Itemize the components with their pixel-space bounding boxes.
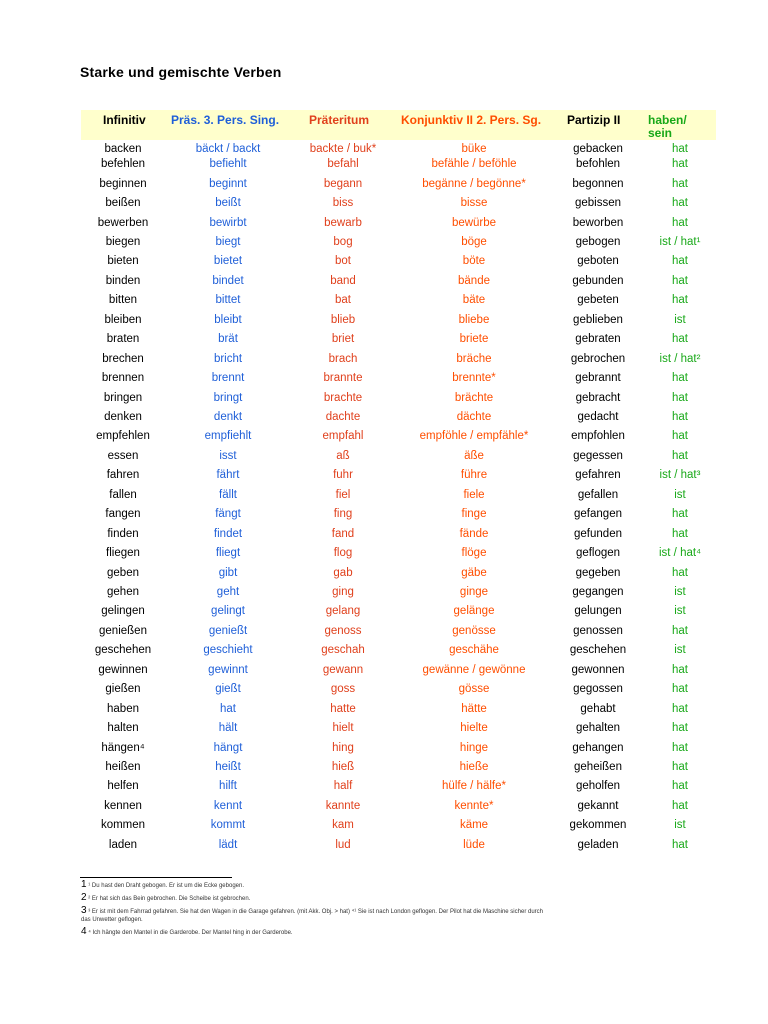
praeteritum-cell: hing [332,742,354,754]
table-row [81,389,721,408]
konjunktiv-cell: hinge [459,742,489,754]
table-row [81,661,721,680]
infinitiv-cell: brechen [102,353,144,365]
praesens-cell: bricht [213,353,243,365]
praeteritum-cell: empfahl [322,430,364,442]
partizip-cell: gegossen [573,683,623,695]
konjunktiv-cell: bräche [456,353,492,365]
infinitiv-cell: beginnen [99,178,147,190]
hilfsverb-cell: hat [672,683,688,695]
table-row [81,602,721,621]
infinitiv-cell: gewinnen [98,664,148,676]
praeteritum-cell: kam [332,819,354,831]
hilfsverb-cell: ist / hat³ [659,469,701,481]
partizip-cell: gefunden [574,528,622,540]
table-row [81,466,721,485]
footnote-1 [81,881,551,890]
hilfsverb-cell: hat [672,275,688,287]
infinitiv-cell: bitten [108,294,138,306]
infinitiv-cell: kennen [104,800,142,812]
partizip-cell: geheißen [574,761,622,773]
hilfsverb-cell: hat [672,197,688,209]
praesens-cell: fährt [216,469,240,481]
footnote-3 [81,907,551,924]
table-row [81,564,721,583]
hilfsverb-cell: hat [672,761,688,773]
praeteritum-cell: fiel [335,489,351,501]
hilfsverb-cell: hat [672,625,688,637]
table-row [81,505,721,524]
table-row [81,272,721,291]
hilfsverb-cell: hat [672,430,688,442]
partizip-cell: geflogen [575,547,621,559]
praeteritum-cell: bewarb [324,217,362,229]
praesens-cell: genießt [208,625,248,637]
partizip-cell: gekommen [569,819,627,831]
footnote-number: 2 [81,892,87,903]
table-row [81,758,721,777]
praeteritum-cell: hieß [331,761,355,773]
praeteritum-cell: ging [332,586,354,598]
praeteritum-cell: gelang [325,605,361,617]
partizip-cell: gegangen [572,586,624,598]
partizip-cell: gelungen [574,605,622,617]
partizip-cell: gefallen [577,489,619,501]
infinitiv-cell: fliegen [106,547,140,559]
hilfsverb-cell: hat [672,372,688,384]
table-row [81,447,721,466]
infinitiv-cell: genießen [99,625,147,637]
hilfsverb-cell: hat [672,411,688,423]
table-row [81,739,721,758]
praesens-cell: kommt [210,819,246,831]
praesens-cell: gewinnt [208,664,248,676]
partizip-cell: gebissen [574,197,622,209]
infinitiv-cell: essen [107,450,139,462]
praesens-cell: bäckt / backt [195,143,261,155]
praesens-cell: gießt [215,683,241,695]
praesens-cell: biegt [215,236,241,248]
footnote-divider [80,877,232,878]
konjunktiv-cell: hielte [460,722,488,734]
infinitiv-cell: brennen [101,372,145,384]
hilfsverb-cell: ist [674,586,686,598]
table-row [81,408,721,427]
hilfsverb-cell: ist [674,819,686,831]
header-konjunktiv: Konjunktiv II 2. Pers. Sg. [401,113,542,127]
table-row [81,719,721,738]
partizip-cell: genossen [573,625,623,637]
table-row [81,175,721,194]
infinitiv-cell: bewerben [97,217,149,229]
hilfsverb-cell: ist [674,489,686,501]
infinitiv-cell: fallen [109,489,137,501]
infinitiv-cell: empfehlen [96,430,150,442]
header-infinitiv: Infinitiv [103,113,146,127]
praeteritum-cell: hielt [332,722,354,734]
footnote-4 [81,928,551,937]
footnote-text: ² Er hat sich das Bein gebrochen. Die Scheibe ist gebrochen. [88,896,251,902]
table-row [81,214,721,233]
konjunktiv-cell: dächte [456,411,492,423]
praeteritum-cell: brach [328,353,358,365]
praeteritum-cell: biss [332,197,354,209]
praesens-cell: isst [219,450,237,462]
partizip-cell: gewonnen [571,664,625,676]
konjunktiv-cell: bände [458,275,490,287]
hilfsverb-cell: hat [672,178,688,190]
footnote-text: ³ Er ist mit dem Fahrrad gefahren. Sie hat den Wagen in die Garage gefahren. (mit Akk. Obj. > hat) ⁴¹ Sie ist nach London geflogen. Der Pilot hat die Maschine sicher durch das Unwetter geflogen. [81,909,543,923]
table-row [81,836,721,855]
infinitiv-cell: laden [108,839,138,851]
infinitiv-cell: fahren [106,469,140,481]
praeteritum-cell: begann [323,178,363,190]
praeteritum-cell: kannte [325,800,361,812]
table-header [81,110,716,140]
partizip-cell: gehangen [572,742,624,754]
footnote-2 [81,894,551,903]
footnote-number: 3 [81,905,87,916]
table-row [81,252,721,271]
footnote-number: 4 [81,926,87,937]
konjunktiv-cell: flöge [461,547,487,559]
konjunktiv-cell: kennte* [454,800,494,812]
partizip-cell: gebrochen [570,353,626,365]
infinitiv-cell: fangen [105,508,141,520]
infinitiv-cell: haben [107,703,139,715]
partizip-cell: gefangen [574,508,622,520]
konjunktiv-cell: bäte [462,294,486,306]
infinitiv-cell: gelingen [101,605,145,617]
table-row [81,525,721,544]
hilfsverb-cell: hat [672,255,688,267]
praeteritum-cell: fing [333,508,353,520]
hilfsverb-cell: hat [672,392,688,404]
praeteritum-cell: genoss [324,625,362,637]
infinitiv-cell: helfen [107,780,139,792]
hilfsverb-cell: hat [672,800,688,812]
praeteritum-cell: dachte [325,411,361,423]
partizip-cell: gebacken [573,143,623,155]
partizip-cell: gebrannt [575,372,621,384]
infinitiv-cell: biegen [105,236,141,248]
infinitiv-cell: denken [104,411,142,423]
praeteritum-cell: flog [333,547,353,559]
praeteritum-cell: goss [330,683,356,695]
praesens-cell: gelingt [211,605,245,617]
partizip-cell: befohlen [575,158,621,170]
konjunktiv-cell: finge [461,508,487,520]
praesens-cell: bleibt [214,314,242,326]
praesens-cell: fängt [215,508,241,520]
praeteritum-cell: half [333,780,353,792]
praeteritum-cell: hatte [330,703,356,715]
table-row [81,797,721,816]
hilfsverb-cell: hat [672,217,688,229]
partizip-cell: geladen [577,839,619,851]
table-row [81,680,721,699]
infinitiv-cell: geschehen [94,644,152,656]
konjunktiv-cell: äße [464,450,484,462]
infinitiv-cell: kommen [100,819,146,831]
konjunktiv-cell: führe [460,469,488,481]
infinitiv-cell: backen [104,143,142,155]
konjunktiv-cell: bewürbe [451,217,497,229]
infinitiv-cell: befehlen [100,158,146,170]
partizip-cell: geboten [577,255,619,267]
praeteritum-cell: band [330,275,356,287]
hilfsverb-cell: ist [674,314,686,326]
praeteritum-cell: briet [331,333,355,345]
table-row [81,583,721,602]
partizip-cell: gehalten [575,722,621,734]
infinitiv-cell: heißen [105,761,141,773]
hilfsverb-cell: ist [674,644,686,656]
infinitiv-cell: bleiben [104,314,142,326]
praeteritum-cell: bat [335,294,351,306]
konjunktiv-cell: bisse [460,197,488,209]
partizip-cell: gebogen [575,236,621,248]
hilfsverb-cell: hat [672,333,688,345]
praesens-cell: beginnt [209,178,247,190]
infinitiv-cell: gehen [107,586,139,598]
partizip-cell: geschehen [569,644,627,656]
praeteritum-cell: aß [336,450,350,462]
praesens-cell: denkt [213,411,243,423]
table-row [81,369,721,388]
partizip-cell: empfohlen [571,430,625,442]
praeteritum-cell: brannte [323,372,363,384]
konjunktiv-cell: brächte [454,392,494,404]
hilfsverb-cell: hat [672,839,688,851]
table-row [81,194,721,213]
praeteritum-cell: fand [331,528,355,540]
table-row [81,622,721,641]
konjunktiv-cell: brennte* [452,372,496,384]
header-praeteritum: Präteritum [309,113,370,127]
infinitiv-cell: gießen [105,683,141,695]
praesens-cell: befiehlt [209,158,247,170]
table-row [81,233,721,252]
praesens-cell: geschieht [203,644,253,656]
table-row [81,777,721,796]
praesens-cell: gibt [218,567,238,579]
hilfsverb-cell: ist [674,605,686,617]
praesens-cell: hält [218,722,238,734]
table-row [81,700,721,719]
hilfsverb-cell: hat [672,703,688,715]
praesens-cell: hat [220,703,236,715]
praesens-cell: empfiehlt [204,430,252,442]
praeteritum-cell: gewann [322,664,364,676]
footnote-text: ⁴ Ich hängte den Mantel in die Garderobe. Der Mantel hing in der Garderobe. [88,930,293,936]
konjunktiv-cell: böge [461,236,487,248]
header-hilfsverb-line2: sein [648,126,673,140]
praesens-cell: bittet [215,294,241,306]
hilfsverb-cell: hat [672,143,688,155]
table-row [81,155,721,174]
table-row [81,544,721,563]
praesens-cell: fliegt [215,547,241,559]
hilfsverb-cell: hat [672,528,688,540]
footnote-text: ¹ Du hast den Draht gebogen. Er ist um die Ecke gebogen. [88,883,244,889]
hilfsverb-cell: ist / hat² [659,353,701,365]
partizip-cell: geholfen [575,780,621,792]
hilfsverb-cell: hat [672,664,688,676]
infinitiv-cell: bringen [103,392,143,404]
konjunktiv-cell: gösse [458,683,490,695]
praesens-cell: bietet [213,255,243,267]
hilfsverb-cell: hat [672,450,688,462]
table-row [81,427,721,446]
praesens-cell: brennt [211,372,245,384]
praeteritum-cell: lud [335,839,351,851]
header-praesens: Präs. 3. Pers. Sing. [171,113,280,127]
partizip-cell: gebraten [575,333,621,345]
konjunktiv-cell: ginge [459,586,489,598]
table-row [81,816,721,835]
hilfsverb-cell: hat [672,780,688,792]
praesens-cell: hängt [213,742,243,754]
praeteritum-cell: geschah [321,644,365,656]
header-hilfsverb-line1: haben/ [648,113,687,127]
hilfsverb-cell: hat [672,567,688,579]
table-row [81,311,721,330]
praesens-cell: findet [213,528,243,540]
partizip-cell: gebunden [572,275,624,287]
praesens-cell: geht [216,586,240,598]
konjunktiv-cell: gelänge [453,605,495,617]
konjunktiv-cell: hieße [459,761,489,773]
partizip-cell: gefahren [575,469,621,481]
konjunktiv-cell: käme [459,819,489,831]
praesens-cell: bringt [213,392,243,404]
hilfsverb-cell: hat [672,722,688,734]
konjunktiv-cell: gewänne / gewönne [422,664,526,676]
partizip-cell: gebracht [575,392,621,404]
konjunktiv-cell: geschähe [449,644,499,656]
konjunktiv-cell: hülfe / hälfe* [442,780,506,792]
infinitiv-cell: braten [106,333,140,345]
konjunktiv-cell: büke [461,143,487,155]
konjunktiv-cell: befähle / beföhle [431,158,517,170]
partizip-cell: gebeten [577,294,619,306]
partizip-cell: geblieben [573,314,623,326]
praesens-cell: brät [218,333,238,345]
infinitiv-cell: beißen [105,197,141,209]
partizip-cell: gegessen [573,450,623,462]
infinitiv-cell: halten [107,722,139,734]
infinitiv-cell: geben [107,567,139,579]
praeteritum-cell: bot [335,255,351,267]
praeteritum-cell: bog [333,236,353,248]
footnote-number: 1 [81,879,87,890]
praeteritum-cell: blieb [330,314,356,326]
konjunktiv-cell: böte [462,255,486,267]
infinitiv-cell: hängen⁴ [101,742,145,754]
table-row [81,330,721,349]
partizip-cell: gekannt [577,800,619,812]
infinitiv-cell: bieten [107,255,139,267]
praesens-cell: bewirbt [209,217,247,229]
partizip-cell: gedacht [577,411,619,423]
hilfsverb-cell: ist / hat⁴ [658,547,702,559]
hilfsverb-cell: hat [672,158,688,170]
praeteritum-cell: brachte [323,392,363,404]
konjunktiv-cell: bliebe [458,314,490,326]
hilfsverb-cell: hat [672,508,688,520]
partizip-cell: gegeben [575,567,621,579]
header-hilfsverb [648,114,687,140]
praeteritum-cell: fuhr [333,469,353,481]
konjunktiv-cell: fiele [463,489,485,501]
konjunktiv-cell: fände [459,528,489,540]
praeteritum-cell: backte / buk* [309,143,377,155]
table-row [81,291,721,310]
konjunktiv-cell: briete [459,333,489,345]
praesens-cell: bindet [212,275,244,287]
partizip-cell: gehabt [580,703,616,715]
konjunktiv-cell: empföhle / empfähle* [419,430,529,442]
infinitiv-cell: binden [105,275,141,287]
konjunktiv-cell: genösse [452,625,496,637]
partizip-cell: begonnen [572,178,624,190]
hilfsverb-cell: ist / hat¹ [659,236,701,248]
konjunktiv-cell: begänne / begönne* [422,178,526,190]
praesens-cell: heißt [215,761,241,773]
table-row [81,641,721,660]
praesens-cell: beißt [215,197,241,209]
header-partizip: Partizip II [567,113,621,127]
praesens-cell: fällt [219,489,237,501]
konjunktiv-cell: gäbe [461,567,487,579]
page-title: Starke und gemischte Verben [80,64,282,80]
konjunktiv-cell: lüde [463,839,485,851]
partizip-cell: beworben [572,217,624,229]
praesens-cell: hilft [219,780,237,792]
hilfsverb-cell: hat [672,742,688,754]
praeteritum-cell: gab [333,567,353,579]
praesens-cell: lädt [218,839,238,851]
konjunktiv-cell: hätte [461,703,487,715]
praeteritum-cell: befahl [327,158,359,170]
hilfsverb-cell: hat [672,294,688,306]
praesens-cell: kennt [213,800,243,812]
table-row [81,486,721,505]
infinitiv-cell: finden [107,528,139,540]
table-row [81,350,721,369]
